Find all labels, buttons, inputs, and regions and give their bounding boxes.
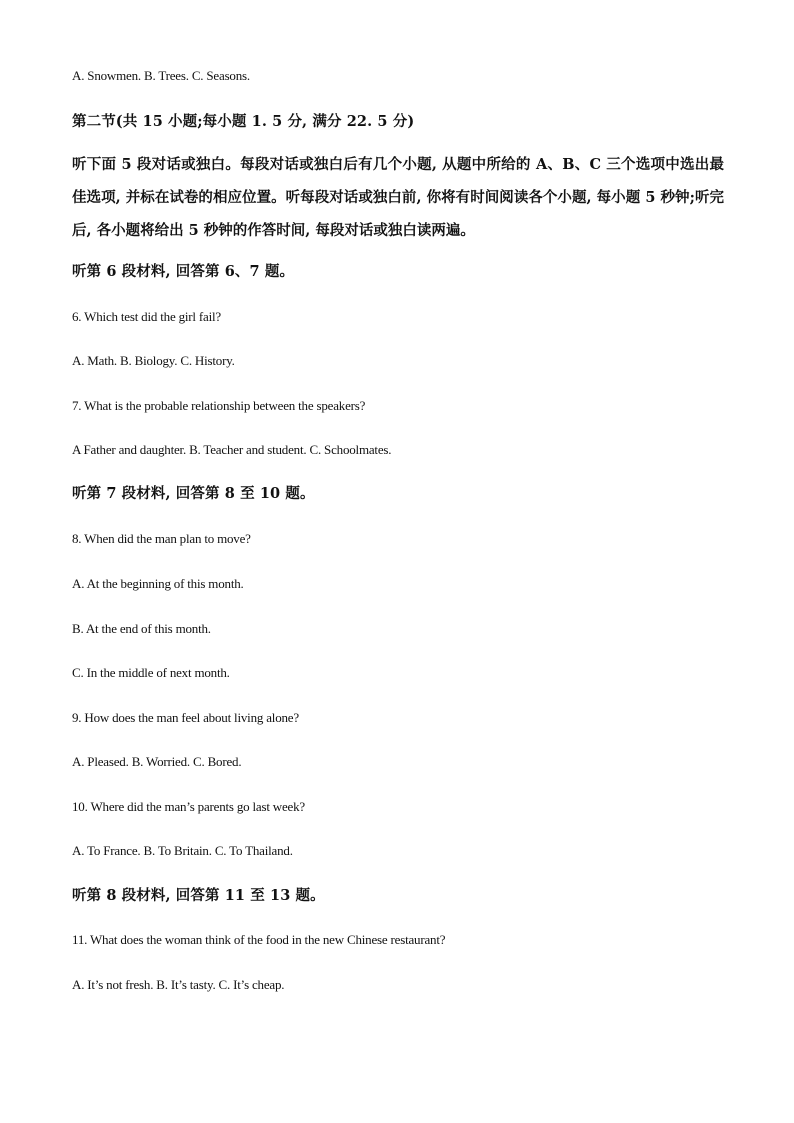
material7-heading: 听第 7 段材料, 回答第 8 至 10 题。	[72, 485, 315, 502]
question-8-option-a: A. At the beginning of this month.	[72, 576, 244, 591]
question-6: 6. Which test did the girl fail?	[72, 309, 221, 324]
question-9: 9. How does the man feel about living alone?	[72, 710, 299, 725]
material8-heading: 听第 8 段材料, 回答第 11 至 13 题。	[72, 887, 325, 904]
question-10-options: A. To France. B. To Britain. C. To Thailand.	[72, 843, 293, 858]
question-10: 10. Where did the man’s parents go last week?	[72, 799, 305, 814]
q5-options: A. Snowmen. B. Trees. C. Seasons.	[72, 68, 250, 83]
material6-heading: 听第 6 段材料, 回答第 6、7 题。	[72, 263, 295, 280]
question-8-option-b: B. At the end of this month.	[72, 621, 211, 636]
question-6-options: A. Math. B. Biology. C. History.	[72, 353, 235, 368]
question-8: 8. When did the man plan to move?	[72, 531, 251, 546]
question-11: 11. What does the woman think of the food in the new Chinese restaurant?	[72, 932, 446, 947]
question-7: 7. What is the probable relationship between the speakers?	[72, 398, 366, 413]
question-11-options: A. It’s not fresh. B. It’s tasty. C. It’s cheap.	[72, 977, 285, 992]
section2-title: 第二节(共 15 小题;每小题 1. 5 分, 满分 22. 5 分)	[72, 113, 415, 130]
question-8-option-c: C. In the middle of next month.	[72, 665, 230, 680]
question-9-options: A. Pleased. B. Worried. C. Bored.	[72, 754, 242, 769]
instructions-paragraph: 听下面 5 段对话或独白。每段对话或独白后有几个小题, 从题中所给的 A、B、C 三个选项中选出最佳选项, 并标在试卷的相应位置。听每段对话或独白前, 你将有时间阅读各个小题, 每小题 5 秒钟;听完后, 各小题将给出 5 秒钟的作答时间, 每段对话或独白读两遍。	[72, 156, 724, 239]
question-7-options: A Father and daughter. B. Teacher and student. C. Schoolmates.	[72, 442, 392, 457]
